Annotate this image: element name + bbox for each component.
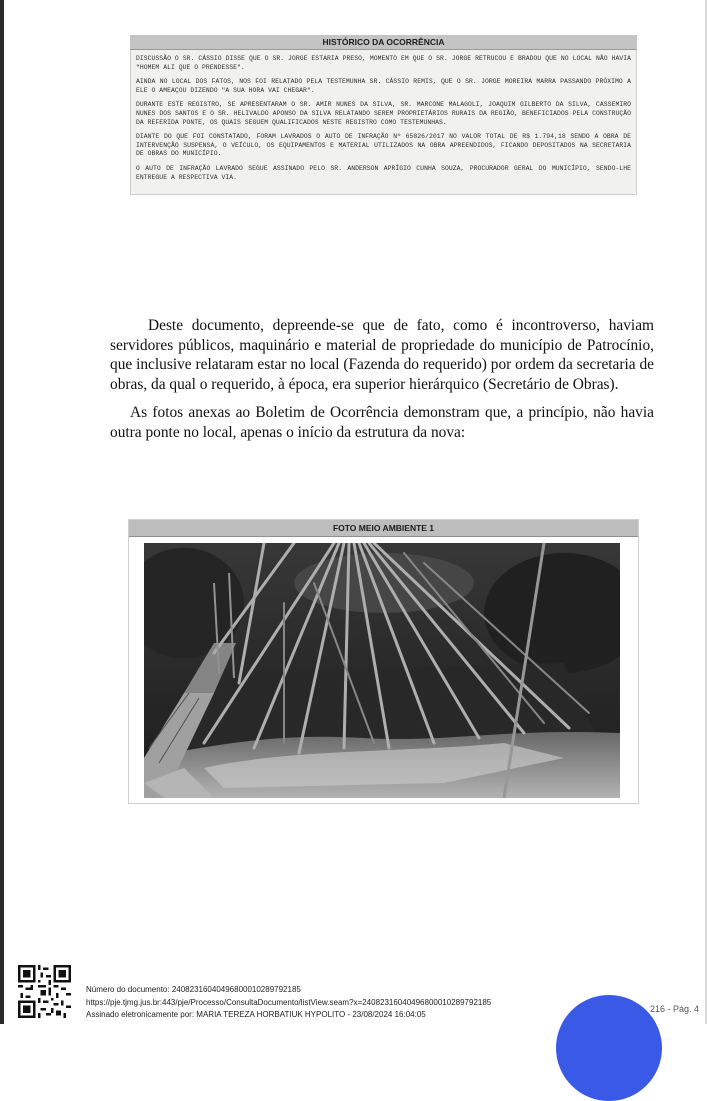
- report-paragraph: DISCUSSÃO O SR. CÁSSIO DISSE QUE O SR. JORGE ESTARIA PRESO, MOMENTO EM QUE O SR. JORGE RETRUCOU E BRADOU QUE NO LOCAL NÃO HAVIA "HOMEM ALI QUE O PRENDESSE".: [136, 55, 631, 71]
- environment-photo-block: [129, 520, 638, 803]
- document-footer: [86, 984, 556, 1022]
- body-paragraph-1: [110, 316, 654, 394]
- report-paragraph: O AUTO DE INFRAÇÃO LAVRADO SEGUE ASSINADO PELO SR. ANDERSON APRÍGIO CUNHA SOUZA, PROCURADOR GERAL DO MUNICÍPIO, SENDO-LHE ENTREGUE A RESPECTIVA VIA.: [136, 164, 631, 181]
- occurrence-history-excerpt: [130, 35, 637, 195]
- signature-line: Assinado eletronicamente por: MARIA TEREZA HORBATIUK HYPOLITO - 23/08/2024 16:04:05: [86, 1010, 426, 1019]
- body-paragraph-2-text: As fotos anexas ao Boletim de Ocorrência demonstram que, a princípio, não havia outra ponte no local, apenas o início da estrutura da nova:: [110, 404, 654, 441]
- photo-header: FOTO MEIO AMBIENTE 1: [129, 520, 638, 537]
- body-paragraph-1-text: Deste documento, depreende-se que de fato, como é incontroverso, haviam servidores públicos, maquinário e material de propriedade do município de Patrocínio, que inclusive relataram estar no local (Fazenda do requerido) por ordem da secretaria de obras, da qual o requerido, à época, era superior hierárquico (Secretário de Obras).: [110, 317, 654, 393]
- document-url[interactable]: https://pje.tjmg.jus.br:443/pje/Processo/ConsultaDocumento/listView.seam?x=24082316040496800010289792185: [86, 997, 492, 1007]
- occurrence-history-body: [130, 50, 637, 182]
- document-number: Número do documento: 24082316040496800010289792185: [86, 985, 301, 994]
- body-paragraph-2: [110, 403, 654, 442]
- report-paragraph: AINDA NO LOCAL DOS FATOS, NOS FOI RELATADO PELA TESTEMUNHA SR. CÁSSIO REMIS, QUE O SR. JORGE MOREIRA MARRA PASSANDO PRÓXIMO A ELE O AMEAÇOU DIZENDO "A SUA HORA VAI CHEGAR".: [136, 78, 631, 94]
- page-left-edge: [0, 0, 4, 1024]
- page-number: 216 - Pág. 4: [649, 1004, 699, 1014]
- occurrence-history-header: HISTÓRICO DA OCORRÊNCIA: [130, 35, 637, 50]
- bridge-construction-photo: [144, 543, 620, 798]
- qr-code: [18, 965, 71, 1018]
- report-paragraph: DIANTE DO QUE FOI CONSTATADO, FORAM LAVRADOS O AUTO DE INFRAÇÃO Nº 65826/2017 NO VALOR TOTAL DE R$ 1.794,18 SENDO A OBRA DE INTERVENÇÃO SUSPENSA, O VEÍCULO, OS EQUIPAMENTOS E MATERIAL UTILIZADOS NA OBRA APREENDIDOS, FICANDO DEPOSITADOS NA SECRETARIA DE OBRAS DO MUNICÍPIO.: [136, 133, 631, 158]
- floating-blue-badge[interactable]: [556, 995, 662, 1101]
- report-paragraph: DURANTE ESTE REGISTRO, SE APRESENTARAM O SR. AMIR NUNES DA SILVA, SR. MARCONE MALAGOLI, JOAQUIM GILBERTO DA SILVA, CASSEMIRO NUNES DOS SANTOS E O SR. HELIVALDO APONSO DA SILVA RELATANDO SEREM PROPRIETÁRIOS RURAIS DA REGIÃO, BENEFICIADOS PELA CONSTRUÇÃO DA REFERIDA PONTE, OS QUAIS SEGUEM QUALIFICADOS NESTE REGISTRO COMO TESTEMUNHAS.: [136, 101, 631, 126]
